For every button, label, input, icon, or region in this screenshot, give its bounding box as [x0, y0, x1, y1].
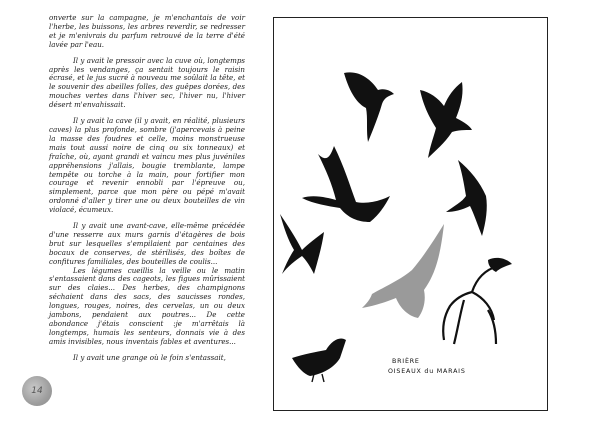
- bird-swift-right: [446, 160, 487, 236]
- bird-swallow-lower: [280, 214, 324, 274]
- bird-pigeon: [292, 338, 346, 376]
- page-number-disc: [22, 376, 52, 406]
- bird-top-right: [420, 82, 472, 158]
- bird-grey-wash: [362, 224, 444, 318]
- bird-top-left: [344, 72, 394, 142]
- paragraph-1: onverte sur la campagne, je m'enchantais de voir l'herbe, les buissons, les arbres reverdir, se redresser et je m'enivrais du parfum retrouvé de la terre d'été lavée par l'eau.: [49, 13, 245, 49]
- paragraph-3: Il y avait la cave (il y avait, en réalité, plusieurs caves) la plus profonde, sombre (j'apercevais à peine la masse des foudres et celle, moins monstrueuse mais tout aussi noire de cinq ou six tonneaux) et fraîche, où, ayant grandi et vaincu mes plus juvéniles appréhensions j'allais, bougie tremblante, lampe tempête ou torche à la main, pour fortifier mon courage et revenir ennobli par l'épreuve ou, simplement, parce que mon père ou pépé m'avait ordonné d'aller y tirer une ou deux bouteilles de vin violacé, écumeux.: [49, 116, 245, 215]
- marsh-birds-illustration: [274, 18, 547, 410]
- paragraph-2: Il y avait le pressoir avec la cuve où, longtemps après les vendanges, ça sentait toujours le raisin écrasé, et le jus sucré à nouveau me soûlait la tête, et le souvenir des abeilles folles, des guêpes dorées, des mouches vertes dans l'hiver sec, l'hiver nu, l'hiver désert m'envahissait.: [49, 55, 245, 110]
- bird-heron-head: [488, 258, 512, 272]
- paragraph-6: Il y avait une grange où le foin s'entassait,: [73, 352, 226, 362]
- bird-swallow-left: [302, 146, 390, 222]
- paragraph-5: Les légumes cueillis la veille ou le matin s'entassaient dans des cageots, les figues mûrissaient sur des claies... Des herbes, des champignons séchaient dans des sacs, des saucisses rondes, longues, rouges, noires, des cervelas, un ou deux jambons, pendaient aux poutres... De cette abondance j'étais conscient :je m'arrêtais là longtemps, humais les senteurs, donnais vie à des amis invisibles, nous inventais fables et aventures...: [49, 265, 245, 346]
- bird-pigeon-legs: [312, 374, 324, 382]
- bird-heron: [443, 266, 498, 344]
- left-page: [0, 0, 300, 431]
- paragraph-4: Il y avait une avant-cave, elle-même précédée d'une resserre aux murs garnis d'étagères de bois brut sur lesquelles s'empilaient par centaines des bocaux de conserves, de stérilisés, des boîtes de confitures familiales, des bouteilles de coulis...: [49, 221, 245, 266]
- page-number: 14: [31, 386, 43, 396]
- artist-signature: BRIÈRE: [392, 358, 420, 365]
- illustration-caption: OISEAUX du MARAIS: [388, 368, 466, 375]
- illustration-frame: [273, 17, 548, 411]
- text-column: [49, 14, 245, 370]
